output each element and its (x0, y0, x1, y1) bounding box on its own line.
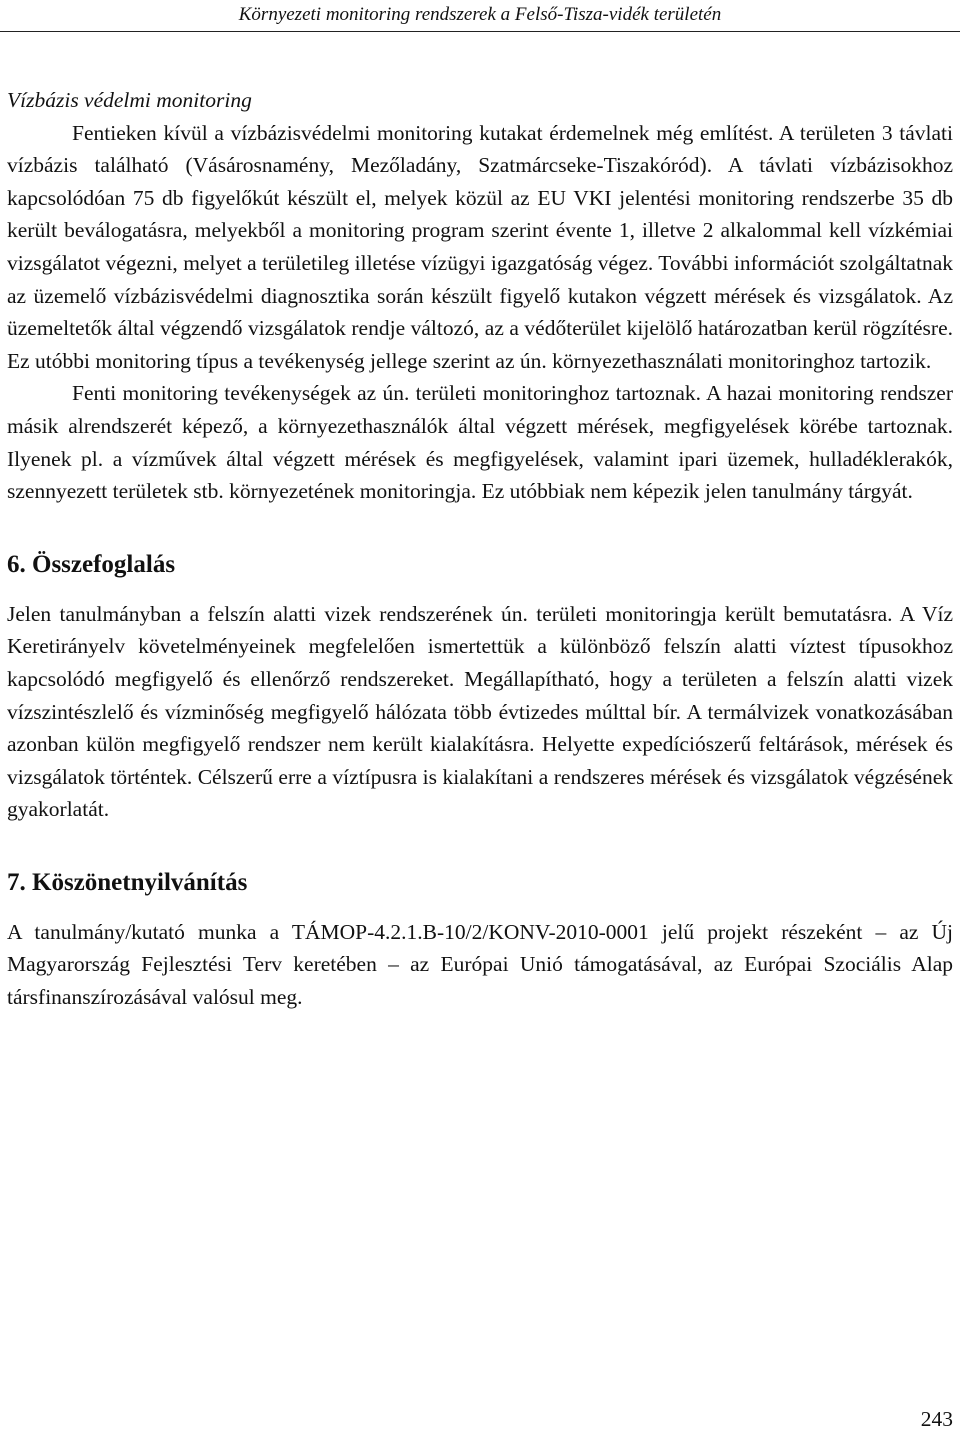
heading-acknowledgements: 7. Köszönetnyilvánítás (7, 868, 248, 896)
page-number: 243 (920, 1407, 953, 1431)
paragraph-water-base-monitoring: Fentieken kívül a vízbázisvédelmi monitoring kutakat érdemelnek még említést. A területen 3 távlati vízbázis található (Vásárosnamény, Mezőladány, Szatmárcseke-Tiszakóród). A távlati vízbázisokhoz kapcsolódóan 75 db figyelőkút készült el, melyek közül az EU VKI jelentési monitoring rendszerbe 35 db került beválogatásra, melyekből a monitoring program szerint évente 1, illetve 2 alkalommal kell vízkémiai vizsgálatot végezni, melyet a területileg illetése vízügyi igazgatóság végez. További információt szolgáltatnak az üzemelő vízbázisvédelmi diagnosztika során készült figyelő kutakon végzett mérések és vizsgálatok. Az üzemeltetők által végzendő vizsgálatok rendje változó, az a védőterület kijelölő határozatban kerül rögzítésre. Ez utóbbi monitoring típus a tevékenység jellege szerint az ún. környezethasználati monitoringhoz tartozik. (7, 120, 953, 373)
paragraph-acknowledgements: A tanulmány/kutató munka a TÁMOP-4.2.1.B-10/2/KONV-2010-0001 jelű projekt részeként – az Új Magyarország Fejlesztési Terv keretében – az Európai Unió támogatásával, az Európai Szociális Alap társfinanszírozásával valósul meg. (7, 919, 953, 1010)
page-body (7, 84, 953, 1014)
paragraph-territorial-monitoring: Fenti monitoring tevékenységek az ún. területi monitoringhoz tartoznak. A hazai monitoring rendszer másik alrendszerét képező, a környezethasználók által végzett mérések, megfigyelések körébe tartoznak. Ilyenek pl. a vízművek által végzett mérések és megfigyelések, valamint ipari üzemek, hulladéklerakók, szennyezett területek stb. környezetének monitoringja. Ez utóbbiak nem képezik jelen tanulmány tárgyát. (7, 381, 953, 504)
paragraph-summary: Jelen tanulmányban a felszín alatti vizek rendszerének ún. területi monitoringja került bemutatásra. A Víz Keretirányelv követelményeinek megfelelően ismertettük a különböző felszín alatti víztest típusokhoz kapcsolódó megfigyelő és ellenőrző rendszereket. Megállapítható, hogy a területen a felszín alatti vizek vízszintészlelő és vízminőség megfigyelő hálózata több évtizedes múlttal bír. A termálvizek vonatkozásában azonban külön megfigyelő rendszer nem került kialakításra. Helyette expedíciószerű feltárások, mérések és vizsgálatok történtek. Célszerű erre a víztípusra is kialakítani a rendszeres mérések és vizsgálatok végzésének gyakorlatát. (7, 601, 953, 822)
subheading-water-base-monitoring: Vízbázis védelmi monitoring (7, 88, 252, 112)
running-header: Környezeti monitoring rendszerek a Felső-Tisza-vidék területén (0, 0, 960, 32)
heading-summary: 6. Összefoglalás (7, 550, 176, 578)
